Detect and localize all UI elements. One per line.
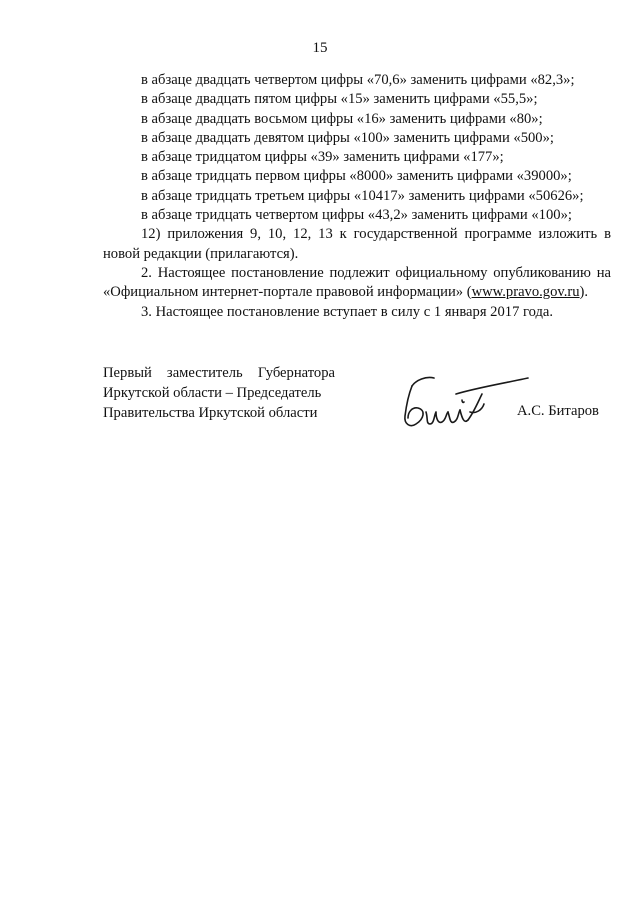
- pravo-link[interactable]: www.pravo.gov.ru: [471, 284, 580, 301]
- amendment-line-8: в абзаце тридцать четвертом цифры «43,2» заменить цифрами «100»;: [141, 207, 572, 224]
- signatory-title-line-3: Правительства Иркутской области: [103, 405, 318, 421]
- signatory-title-line-1: Первый заместитель Губернатора: [103, 365, 335, 381]
- amendment-line-4: в абзаце двадцать девятом цифры «100» заменить цифрами «500»;: [141, 129, 554, 146]
- amendment-line-7: в абзаце тридцать третьем цифры «10417» заменить цифрами «50626»;: [141, 187, 584, 204]
- amendment-line-1: в абзаце двадцать четвертом цифры «70,6» заменить цифрами «82,3»;: [141, 72, 575, 88]
- amendment-line-3: в абзаце двадцать восьмом цифры «16» заменить цифрами «80»;: [141, 110, 543, 127]
- clause-2-link-suffix: ).: [579, 284, 589, 301]
- signer-name: А.С. Битаров: [517, 403, 599, 419]
- amendment-line-5: в абзаце тридцатом цифры «39» заменить цифрами «177»;: [141, 149, 504, 166]
- handwritten-signature: [396, 372, 536, 434]
- document-body: [103, 71, 611, 322]
- signatory-title: [103, 363, 335, 423]
- clause-2-text: 2. Настоящее постановление подлежит официальному опубликованию на «Официальном интернет-портале правовой информации»: [103, 264, 611, 301]
- signatory-title-line-2: Иркутской области – Председатель: [103, 385, 322, 401]
- clause-2-link-prefix: (: [466, 284, 472, 301]
- item-12-paragraph: 12) приложения 9, 10, 12, 13 к государственной программе изложить в новой редакции (прилагаются).: [103, 226, 611, 262]
- clause-2-paragraph: [103, 264, 611, 303]
- page-number: 15: [312, 40, 328, 56]
- amendment-line-6: в абзаце тридцать первом цифры «8000» заменить цифрами «39000»;: [141, 168, 572, 185]
- amendment-line-2: в абзаце двадцать пятом цифры «15» заменить цифрами «55,5»;: [141, 91, 538, 108]
- clause-3-paragraph: 3. Настоящее постановление вступает в силу с 1 января 2017 года.: [141, 303, 554, 320]
